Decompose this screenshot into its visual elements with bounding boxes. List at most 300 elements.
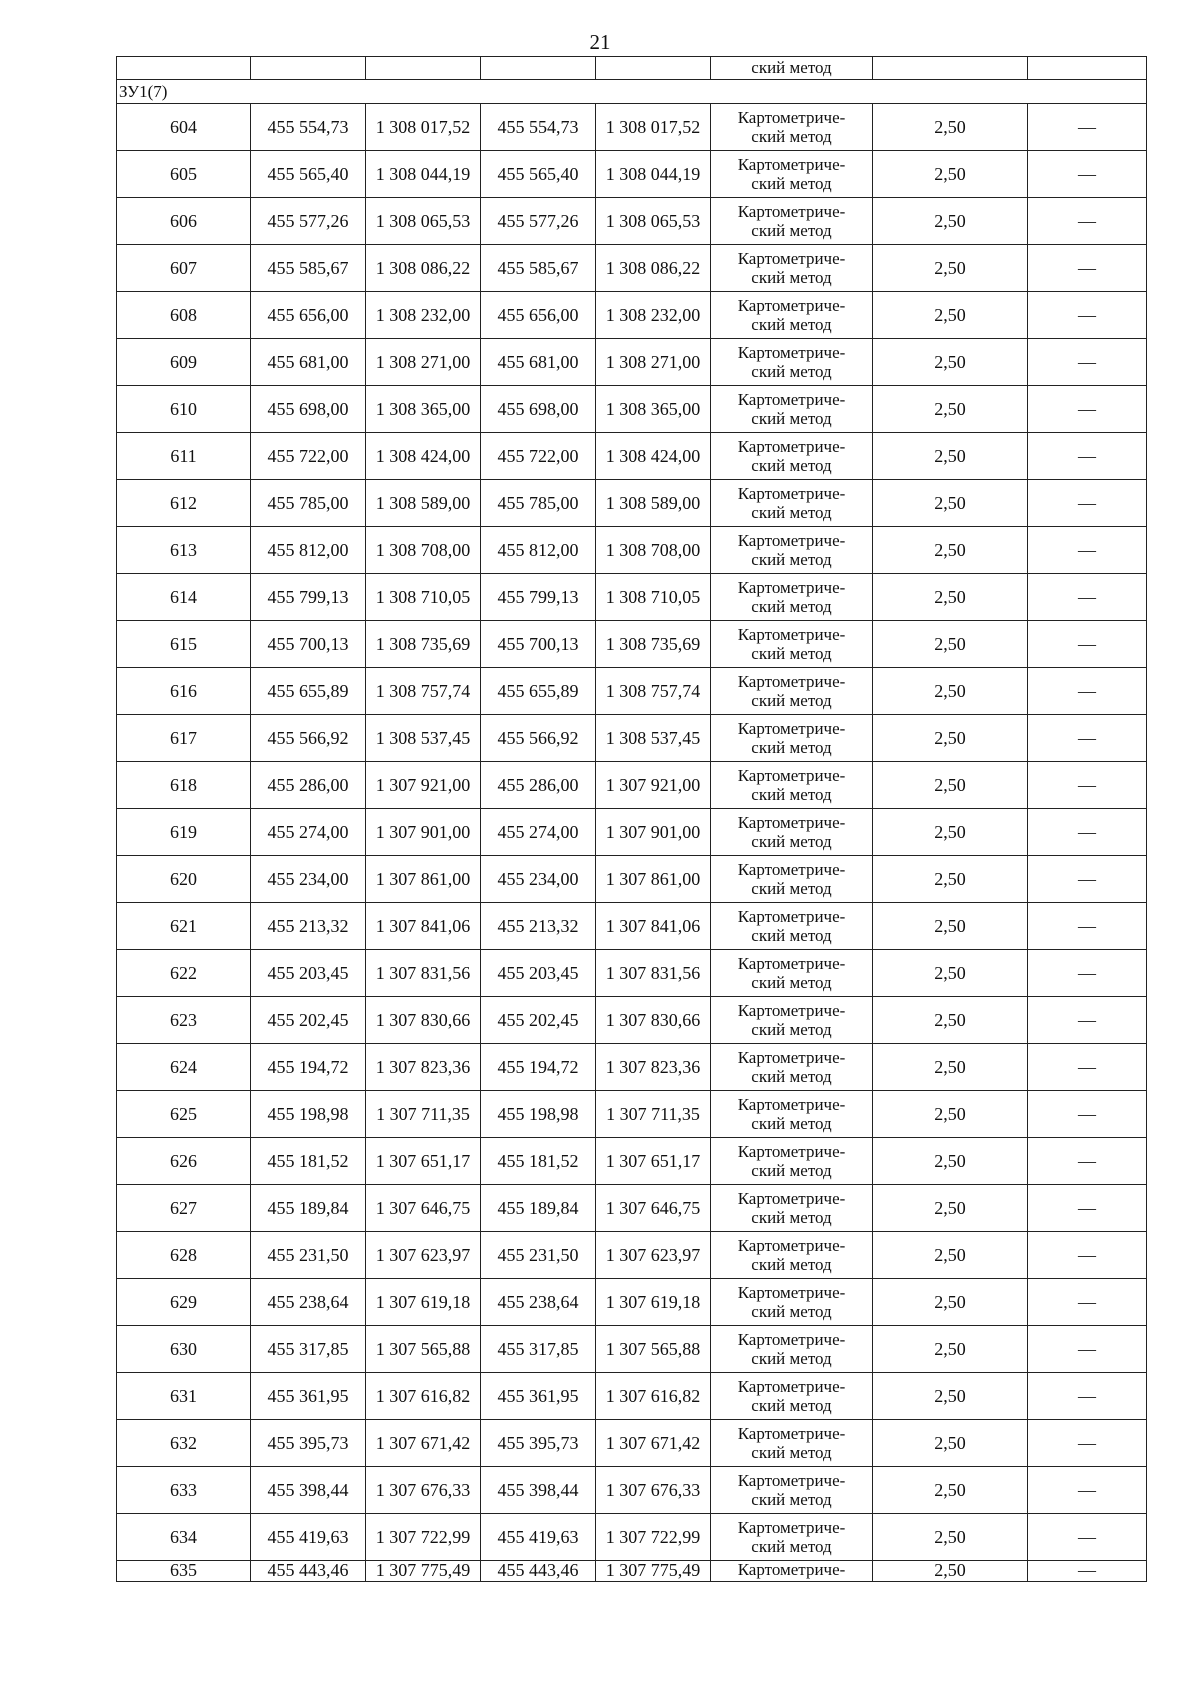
method-line: ский метод — [751, 879, 832, 898]
point-number-cell: 632 — [117, 1420, 251, 1467]
x-refined-cell: 455 202,45 — [481, 997, 596, 1044]
note-cell: — — [1028, 1232, 1147, 1279]
method-line: ский метод — [751, 926, 832, 945]
section-label: ЗУ1(7) — [117, 80, 1147, 104]
y-refined-cell: 1 307 775,49 — [596, 1561, 711, 1582]
y-refined-cell: 1 307 823,36 — [596, 1044, 711, 1091]
y-existing-cell: 1 308 757,74 — [366, 668, 481, 715]
y-refined-cell: 1 307 830,66 — [596, 997, 711, 1044]
accuracy-cell: 2,50 — [873, 1185, 1028, 1232]
method-line: ский метод — [751, 1490, 832, 1509]
x-existing-cell: 455 395,73 — [251, 1420, 366, 1467]
method-cell — [711, 856, 873, 903]
x-existing-cell: 455 443,46 — [251, 1561, 366, 1582]
accuracy-cell: 2,50 — [873, 997, 1028, 1044]
point-number-cell: 612 — [117, 480, 251, 527]
table-row — [117, 292, 1147, 339]
y-refined-cell: 1 307 921,00 — [596, 762, 711, 809]
accuracy-cell: 2,50 — [873, 386, 1028, 433]
method-line: Картометриче- — [737, 1330, 846, 1349]
note-cell: — — [1028, 386, 1147, 433]
y-existing-cell: 1 307 775,49 — [366, 1561, 481, 1582]
accuracy-cell: 2,50 — [873, 527, 1028, 574]
method-cell — [711, 997, 873, 1044]
point-number-cell: 614 — [117, 574, 251, 621]
x-existing-cell: 455 565,40 — [251, 151, 366, 198]
method-line: ский метод — [751, 1537, 832, 1556]
x-refined-cell: 455 274,00 — [481, 809, 596, 856]
note-cell: — — [1028, 621, 1147, 668]
point-number-cell: 617 — [117, 715, 251, 762]
y-existing-cell: 1 308 017,52 — [366, 104, 481, 151]
note-cell: — — [1028, 715, 1147, 762]
method-line: Картометриче- — [737, 484, 846, 503]
method-line: ский метод — [751, 456, 832, 475]
method-line: ский метод — [751, 738, 832, 757]
x-refined-cell: 455 398,44 — [481, 1467, 596, 1514]
x-existing-cell: 455 585,67 — [251, 245, 366, 292]
method-line: ский метод — [751, 315, 832, 334]
method-line: ский метод — [751, 1114, 832, 1133]
note-cell: — — [1028, 245, 1147, 292]
y-refined-cell: 1 308 757,74 — [596, 668, 711, 715]
table-cell — [251, 57, 366, 80]
accuracy-cell: 2,50 — [873, 668, 1028, 715]
point-number-cell: 624 — [117, 1044, 251, 1091]
method-cell — [711, 1185, 873, 1232]
method-line: Картометриче- — [737, 625, 846, 644]
method-line: ский метод — [751, 1161, 832, 1180]
accuracy-cell: 2,50 — [873, 762, 1028, 809]
y-refined-cell: 1 308 735,69 — [596, 621, 711, 668]
y-existing-cell: 1 307 651,17 — [366, 1138, 481, 1185]
note-cell: — — [1028, 856, 1147, 903]
x-refined-cell: 455 554,73 — [481, 104, 596, 151]
x-existing-cell: 455 681,00 — [251, 339, 366, 386]
coordinates-table — [116, 56, 1147, 1582]
table-row — [117, 1044, 1147, 1091]
table-row — [117, 997, 1147, 1044]
note-cell: — — [1028, 1467, 1147, 1514]
note-cell: — — [1028, 198, 1147, 245]
x-refined-cell: 455 198,98 — [481, 1091, 596, 1138]
x-existing-cell: 455 656,00 — [251, 292, 366, 339]
method-line: ский метод — [751, 268, 832, 287]
table-row — [117, 527, 1147, 574]
accuracy-cell: 2,50 — [873, 151, 1028, 198]
method-line: Картометриче- — [737, 1189, 846, 1208]
method-line: Картометриче- — [737, 1518, 846, 1537]
table-cell — [481, 57, 596, 80]
method-line: Картометриче- — [737, 672, 846, 691]
x-existing-cell: 455 655,89 — [251, 668, 366, 715]
note-cell: — — [1028, 1185, 1147, 1232]
table-row — [117, 762, 1147, 809]
method-cell — [711, 1044, 873, 1091]
note-cell: — — [1028, 950, 1147, 997]
method-line: Картометриче- — [737, 719, 846, 738]
method-line: Картометриче- — [737, 1236, 846, 1255]
table-row — [117, 1185, 1147, 1232]
table-row — [117, 1514, 1147, 1561]
y-existing-cell: 1 307 722,99 — [366, 1514, 481, 1561]
method-cell — [711, 762, 873, 809]
method-line: Картометриче- — [737, 907, 846, 926]
method-line: Картометриче- — [737, 1142, 846, 1161]
method-cell — [711, 1514, 873, 1561]
note-cell: — — [1028, 151, 1147, 198]
table-row — [117, 151, 1147, 198]
method-line: Картометриче- — [737, 1001, 846, 1020]
x-existing-cell: 455 231,50 — [251, 1232, 366, 1279]
table-row — [117, 198, 1147, 245]
y-existing-cell: 1 308 589,00 — [366, 480, 481, 527]
point-number-cell: 625 — [117, 1091, 251, 1138]
note-cell: — — [1028, 903, 1147, 950]
method-line: Картометриче- — [737, 1048, 846, 1067]
table-row — [117, 1232, 1147, 1279]
table-row — [117, 1279, 1147, 1326]
method-cell — [711, 1326, 873, 1373]
point-number-cell: 627 — [117, 1185, 251, 1232]
y-refined-cell: 1 308 365,00 — [596, 386, 711, 433]
method-line: ский метод — [751, 174, 832, 193]
y-refined-cell: 1 308 017,52 — [596, 104, 711, 151]
accuracy-cell: 2,50 — [873, 715, 1028, 762]
method-line: ский метод — [751, 362, 832, 381]
accuracy-cell: 2,50 — [873, 1326, 1028, 1373]
y-refined-cell: 1 307 616,82 — [596, 1373, 711, 1420]
section-row — [117, 80, 1147, 104]
x-refined-cell: 455 566,92 — [481, 715, 596, 762]
x-existing-cell: 455 203,45 — [251, 950, 366, 997]
method-cell — [711, 574, 873, 621]
method-cell — [711, 950, 873, 997]
point-number-cell: 610 — [117, 386, 251, 433]
x-refined-cell: 455 203,45 — [481, 950, 596, 997]
method-line: ский метод — [751, 1067, 832, 1086]
method-cell — [711, 480, 873, 527]
x-refined-cell: 455 577,26 — [481, 198, 596, 245]
x-refined-cell: 455 681,00 — [481, 339, 596, 386]
accuracy-cell: 2,50 — [873, 1232, 1028, 1279]
table-row — [117, 1138, 1147, 1185]
point-number-cell: 623 — [117, 997, 251, 1044]
method-line: ский метод — [751, 221, 832, 240]
method-cell — [711, 1138, 873, 1185]
x-existing-cell: 455 194,72 — [251, 1044, 366, 1091]
point-number-cell: 615 — [117, 621, 251, 668]
y-existing-cell: 1 308 710,05 — [366, 574, 481, 621]
x-existing-cell: 455 202,45 — [251, 997, 366, 1044]
note-cell: — — [1028, 668, 1147, 715]
x-existing-cell: 455 419,63 — [251, 1514, 366, 1561]
y-refined-cell: 1 307 676,33 — [596, 1467, 711, 1514]
accuracy-cell: 2,50 — [873, 198, 1028, 245]
method-line: Картометриче- — [737, 1095, 846, 1114]
y-refined-cell: 1 307 651,17 — [596, 1138, 711, 1185]
x-existing-cell: 455 812,00 — [251, 527, 366, 574]
method-line: Картометриче- — [737, 860, 846, 879]
accuracy-cell: 2,50 — [873, 292, 1028, 339]
point-number-cell: 604 — [117, 104, 251, 151]
method-line: Картометриче- — [737, 202, 846, 221]
point-number-cell: 620 — [117, 856, 251, 903]
y-refined-cell: 1 307 841,06 — [596, 903, 711, 950]
method-line: Картометриче- — [737, 437, 846, 456]
x-existing-cell: 455 198,98 — [251, 1091, 366, 1138]
y-refined-cell: 1 308 710,05 — [596, 574, 711, 621]
method-cell — [711, 292, 873, 339]
x-existing-cell: 455 317,85 — [251, 1326, 366, 1373]
y-refined-cell: 1 307 623,97 — [596, 1232, 711, 1279]
x-existing-cell: 455 181,52 — [251, 1138, 366, 1185]
accuracy-cell: 2,50 — [873, 245, 1028, 292]
table-row — [117, 1091, 1147, 1138]
x-refined-cell: 455 231,50 — [481, 1232, 596, 1279]
method-line: ский метод — [751, 409, 832, 428]
method-line: Картометриче- — [737, 296, 846, 315]
x-existing-cell: 455 274,00 — [251, 809, 366, 856]
y-existing-cell: 1 307 623,97 — [366, 1232, 481, 1279]
method-line: ский метод — [751, 1443, 832, 1462]
method-cell — [711, 1232, 873, 1279]
y-existing-cell: 1 308 044,19 — [366, 151, 481, 198]
note-cell: — — [1028, 1420, 1147, 1467]
point-number-cell: 626 — [117, 1138, 251, 1185]
accuracy-cell: 2,50 — [873, 574, 1028, 621]
note-cell: — — [1028, 433, 1147, 480]
method-cell — [711, 151, 873, 198]
accuracy-cell: 2,50 — [873, 1138, 1028, 1185]
table-row — [117, 809, 1147, 856]
accuracy-cell: 2,50 — [873, 1279, 1028, 1326]
y-existing-cell: 1 307 901,00 — [366, 809, 481, 856]
y-refined-cell: 1 308 271,00 — [596, 339, 711, 386]
x-refined-cell: 455 722,00 — [481, 433, 596, 480]
method-line: Картометриче- — [737, 1424, 846, 1443]
accuracy-cell: 2,50 — [873, 480, 1028, 527]
y-existing-cell: 1 307 921,00 — [366, 762, 481, 809]
method-cell — [711, 1373, 873, 1420]
note-cell: — — [1028, 1514, 1147, 1561]
point-number-cell: 605 — [117, 151, 251, 198]
note-cell: — — [1028, 292, 1147, 339]
y-refined-cell: 1 307 831,56 — [596, 950, 711, 997]
point-number-cell: 606 — [117, 198, 251, 245]
note-cell: — — [1028, 1091, 1147, 1138]
table-row — [117, 245, 1147, 292]
y-existing-cell: 1 308 365,00 — [366, 386, 481, 433]
y-refined-cell: 1 307 711,35 — [596, 1091, 711, 1138]
method-line: Картометриче- — [737, 954, 846, 973]
method-line: ский метод — [751, 832, 832, 851]
method-cell — [711, 386, 873, 433]
note-cell: — — [1028, 1561, 1147, 1582]
accuracy-cell: 2,50 — [873, 856, 1028, 903]
x-existing-cell: 455 398,44 — [251, 1467, 366, 1514]
method-line: ский метод — [751, 785, 832, 804]
x-refined-cell: 455 189,84 — [481, 1185, 596, 1232]
x-refined-cell: 455 443,46 — [481, 1561, 596, 1582]
method-line: ский метод — [751, 503, 832, 522]
accuracy-cell: 2,50 — [873, 1514, 1028, 1561]
y-existing-cell: 1 307 861,00 — [366, 856, 481, 903]
table-row — [117, 1467, 1147, 1514]
table-row — [117, 480, 1147, 527]
y-existing-cell: 1 308 735,69 — [366, 621, 481, 668]
y-existing-cell: 1 307 619,18 — [366, 1279, 481, 1326]
y-refined-cell: 1 308 424,00 — [596, 433, 711, 480]
y-existing-cell: 1 307 841,06 — [366, 903, 481, 950]
x-refined-cell: 455 785,00 — [481, 480, 596, 527]
point-number-cell: 634 — [117, 1514, 251, 1561]
method-cell — [711, 104, 873, 151]
point-number-cell: 629 — [117, 1279, 251, 1326]
table-cell — [117, 57, 251, 80]
x-existing-cell: 455 189,84 — [251, 1185, 366, 1232]
x-existing-cell: 455 700,13 — [251, 621, 366, 668]
y-existing-cell: 1 307 616,82 — [366, 1373, 481, 1420]
method-cell — [711, 1420, 873, 1467]
method-line: ский метод — [751, 691, 832, 710]
x-existing-cell: 455 698,00 — [251, 386, 366, 433]
point-number-cell: 607 — [117, 245, 251, 292]
method-cell — [711, 1467, 873, 1514]
method-line: Картометриче- — [737, 390, 846, 409]
y-existing-cell: 1 307 711,35 — [366, 1091, 481, 1138]
table-row — [117, 1420, 1147, 1467]
accuracy-cell: 2,50 — [873, 809, 1028, 856]
table-cell — [596, 57, 711, 80]
point-number-cell: 611 — [117, 433, 251, 480]
note-cell: — — [1028, 1326, 1147, 1373]
y-existing-cell: 1 307 676,33 — [366, 1467, 481, 1514]
y-refined-cell: 1 308 589,00 — [596, 480, 711, 527]
y-refined-cell: 1 307 565,88 — [596, 1326, 711, 1373]
method-cell — [711, 621, 873, 668]
note-cell: — — [1028, 762, 1147, 809]
accuracy-cell: 2,50 — [873, 1044, 1028, 1091]
y-refined-cell: 1 307 901,00 — [596, 809, 711, 856]
accuracy-cell: 2,50 — [873, 950, 1028, 997]
method-cell — [711, 1091, 873, 1138]
y-existing-cell: 1 307 831,56 — [366, 950, 481, 997]
table-row — [117, 339, 1147, 386]
accuracy-cell: 2,50 — [873, 903, 1028, 950]
y-existing-cell: 1 308 424,00 — [366, 433, 481, 480]
point-number-cell: 608 — [117, 292, 251, 339]
method-line: Картометриче- — [737, 108, 846, 127]
method-line: ский метод — [751, 127, 832, 146]
y-refined-cell: 1 307 861,00 — [596, 856, 711, 903]
y-existing-cell: 1 307 823,36 — [366, 1044, 481, 1091]
table-cell — [873, 57, 1028, 80]
y-refined-cell: 1 308 708,00 — [596, 527, 711, 574]
table-row — [117, 856, 1147, 903]
note-cell: — — [1028, 527, 1147, 574]
point-number-cell: 631 — [117, 1373, 251, 1420]
x-existing-cell: 455 577,26 — [251, 198, 366, 245]
method-line: Картометриче- — [737, 766, 846, 785]
accuracy-cell: 2,50 — [873, 1420, 1028, 1467]
y-refined-cell: 1 307 722,99 — [596, 1514, 711, 1561]
accuracy-cell: 2,50 — [873, 1467, 1028, 1514]
x-refined-cell: 455 700,13 — [481, 621, 596, 668]
table-row — [117, 903, 1147, 950]
table-cell — [366, 57, 481, 80]
method-line: ский метод — [751, 1020, 832, 1039]
point-number-cell: 628 — [117, 1232, 251, 1279]
x-existing-cell: 455 722,00 — [251, 433, 366, 480]
y-existing-cell: 1 308 065,53 — [366, 198, 481, 245]
note-cell: — — [1028, 480, 1147, 527]
x-refined-cell: 455 238,64 — [481, 1279, 596, 1326]
point-number-cell: 609 — [117, 339, 251, 386]
accuracy-cell: 2,50 — [873, 104, 1028, 151]
y-refined-cell: 1 308 065,53 — [596, 198, 711, 245]
x-existing-cell: 455 566,92 — [251, 715, 366, 762]
point-number-cell: 621 — [117, 903, 251, 950]
note-cell: — — [1028, 1373, 1147, 1420]
method-line: Картометриче- — [737, 1283, 846, 1302]
table-row — [117, 950, 1147, 997]
method-line: ский метод — [751, 644, 832, 663]
accuracy-cell: 2,50 — [873, 1091, 1028, 1138]
method-line: ский метод — [751, 550, 832, 569]
accuracy-cell: 2,50 — [873, 1561, 1028, 1582]
y-refined-cell: 1 307 646,75 — [596, 1185, 711, 1232]
table-row — [117, 621, 1147, 668]
y-existing-cell: 1 308 271,00 — [366, 339, 481, 386]
x-existing-cell: 455 238,64 — [251, 1279, 366, 1326]
x-refined-cell: 455 286,00 — [481, 762, 596, 809]
point-number-cell: 635 — [117, 1561, 251, 1582]
y-refined-cell: 1 308 537,45 — [596, 715, 711, 762]
x-existing-cell: 455 286,00 — [251, 762, 366, 809]
x-refined-cell: 455 395,73 — [481, 1420, 596, 1467]
point-number-cell: 613 — [117, 527, 251, 574]
table-row — [117, 1561, 1147, 1582]
table-row — [117, 574, 1147, 621]
method-line: ский метод — [751, 597, 832, 616]
note-cell: — — [1028, 339, 1147, 386]
note-cell: — — [1028, 574, 1147, 621]
table-row — [117, 386, 1147, 433]
method-cell: ский метод — [711, 57, 873, 80]
x-refined-cell: 455 656,00 — [481, 292, 596, 339]
accuracy-cell: 2,50 — [873, 1373, 1028, 1420]
accuracy-cell: 2,50 — [873, 433, 1028, 480]
method-line: ский метод — [751, 1208, 832, 1227]
accuracy-cell: 2,50 — [873, 621, 1028, 668]
table-cell — [1028, 57, 1147, 80]
method-line: Картометриче- — [737, 578, 846, 597]
table-row — [117, 1326, 1147, 1373]
table-row — [117, 104, 1147, 151]
method-line: ский метод — [751, 973, 832, 992]
y-existing-cell: 1 307 565,88 — [366, 1326, 481, 1373]
point-number-cell: 622 — [117, 950, 251, 997]
y-existing-cell: 1 308 232,00 — [366, 292, 481, 339]
x-refined-cell: 455 194,72 — [481, 1044, 596, 1091]
x-refined-cell: 455 181,52 — [481, 1138, 596, 1185]
y-existing-cell: 1 308 708,00 — [366, 527, 481, 574]
method-cell: Картометриче- — [711, 1561, 873, 1582]
method-cell — [711, 715, 873, 762]
method-line: Картометриче- — [737, 155, 846, 174]
y-existing-cell: 1 308 086,22 — [366, 245, 481, 292]
